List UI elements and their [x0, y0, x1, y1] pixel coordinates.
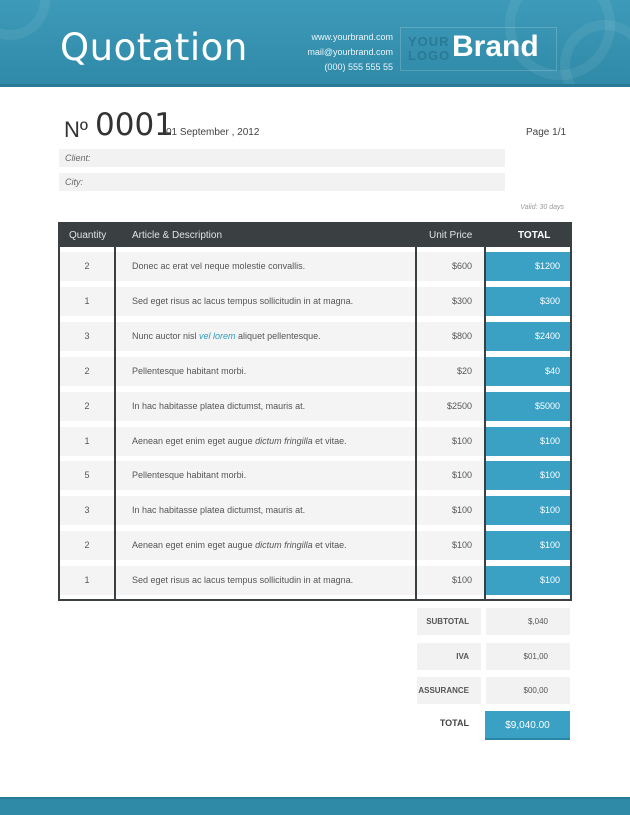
logo-placeholder-text: YOUR LOGO: [408, 34, 451, 63]
row-unit-price: $100: [451, 540, 472, 551]
phone-number: (000) 555 555 55: [324, 62, 393, 72]
page-title: Quotation: [60, 26, 248, 69]
page-indicator: Page 1/1: [526, 127, 567, 138]
description-emphasis: dictum fringilla: [255, 540, 313, 551]
number-symbol: Nº: [64, 117, 88, 142]
assurance-value-cell: $00,00: [486, 677, 570, 704]
row-unit-price: $20: [456, 365, 472, 376]
header-total: TOTAL: [518, 230, 551, 241]
footer-bar: [0, 797, 630, 815]
table-header: [60, 224, 570, 247]
table-row: [60, 427, 570, 456]
description-emphasis: dictum fringilla: [255, 435, 313, 446]
table-row: [60, 357, 570, 386]
row-description: Aenean eget enim eget augue dictum fringilla et vitae.: [132, 435, 347, 446]
iva-value-cell: $01,00: [486, 643, 570, 670]
table-row: [60, 566, 570, 595]
row-unit-price: $100: [451, 435, 472, 446]
quote-date: 01 September , 2012: [166, 127, 260, 138]
row-total: $100: [539, 435, 560, 446]
row-quantity: 2: [84, 261, 90, 271]
website-link[interactable]: www.yourbrand.com: [311, 32, 393, 42]
client-field[interactable]: [59, 149, 505, 167]
row-quantity: 3: [84, 330, 90, 341]
row-quantity: 2: [84, 540, 90, 551]
row-total: $100: [539, 470, 560, 481]
header-article: Article & Description: [132, 230, 223, 241]
row-unit-price: $100: [451, 575, 472, 586]
decorative-ring: [0, 0, 50, 40]
row-quantity: 2: [84, 400, 90, 411]
header-quantity: Quantity: [69, 230, 107, 241]
row-description: In hac habitasse platea dictumst, mauris at.: [132, 505, 306, 516]
grand-total-value: $9,040.00: [485, 711, 570, 740]
city-field[interactable]: [59, 173, 505, 191]
row-description: Pellentesque habitant morbi.: [132, 365, 247, 376]
row-description: Pellentesque habitant morbi.: [132, 470, 247, 481]
row-total: $5000: [534, 400, 560, 411]
row-quantity: 1: [84, 435, 90, 446]
iva-label-cell: IVA: [417, 643, 481, 670]
subtotal-value-cell: $,040: [486, 608, 570, 635]
table-row: [60, 531, 570, 560]
row-total: $2400: [534, 330, 560, 341]
subtotal-label-cell: SUBTOTAL: [417, 608, 481, 635]
row-quantity: 5: [84, 470, 90, 481]
row-total: $300: [539, 295, 560, 306]
table-row: [60, 287, 570, 316]
brand-logo: [400, 27, 557, 71]
validity-note: Valid: 30 days: [520, 204, 564, 211]
table-row: [60, 252, 570, 281]
row-unit-price: $100: [451, 470, 472, 481]
logo-brand-text: Brand: [452, 30, 539, 63]
row-unit-price: $300: [451, 295, 472, 306]
contact-info: [307, 30, 393, 75]
row-description: In hac habitasse platea dictumst, mauris at.: [132, 400, 306, 411]
email-link[interactable]: mail@yourbrand.com: [307, 47, 393, 57]
client-label: Client:: [65, 153, 91, 163]
quote-number: 0001: [95, 107, 174, 143]
row-quantity: 1: [84, 295, 90, 306]
table-row: [60, 392, 570, 421]
items-table: [58, 222, 572, 601]
city-label: City:: [65, 177, 83, 187]
row-unit-price: $600: [451, 261, 472, 271]
row-quantity: 2: [84, 365, 90, 376]
header-banner: [0, 0, 630, 87]
row-unit-price: $100: [451, 505, 472, 516]
row-description: Nunc auctor nisl vel lorem aliquet pellentesque.: [132, 330, 321, 341]
row-total: $100: [539, 540, 560, 551]
row-total: $100: [539, 505, 560, 516]
row-description: Sed eget risus ac lacus tempus sollicitudin in at magna.: [132, 295, 354, 306]
row-quantity: 1: [84, 575, 90, 586]
description-link[interactable]: vel lorem: [199, 330, 236, 341]
table-row: [60, 496, 570, 525]
row-description: Aenean eget enim eget augue dictum fringilla et vitae.: [132, 540, 347, 551]
row-total: $40: [544, 365, 560, 376]
assurance-label-cell: ASSURANCE: [417, 677, 481, 704]
grand-total-label: TOTAL: [439, 718, 469, 728]
row-total: $1200: [534, 261, 560, 271]
row-description: Donec ac erat vel neque molestie convallis.: [132, 261, 306, 271]
row-total: $100: [539, 575, 560, 586]
row-unit-price: $800: [451, 330, 472, 341]
table-row: [60, 461, 570, 490]
row-description: Sed eget risus ac lacus tempus sollicitudin in at magna.: [132, 575, 354, 586]
row-quantity: 3: [84, 505, 90, 516]
header-unit-price: Unit Price: [429, 230, 473, 241]
row-unit-price: $2500: [446, 400, 472, 411]
table-row: [60, 322, 570, 351]
